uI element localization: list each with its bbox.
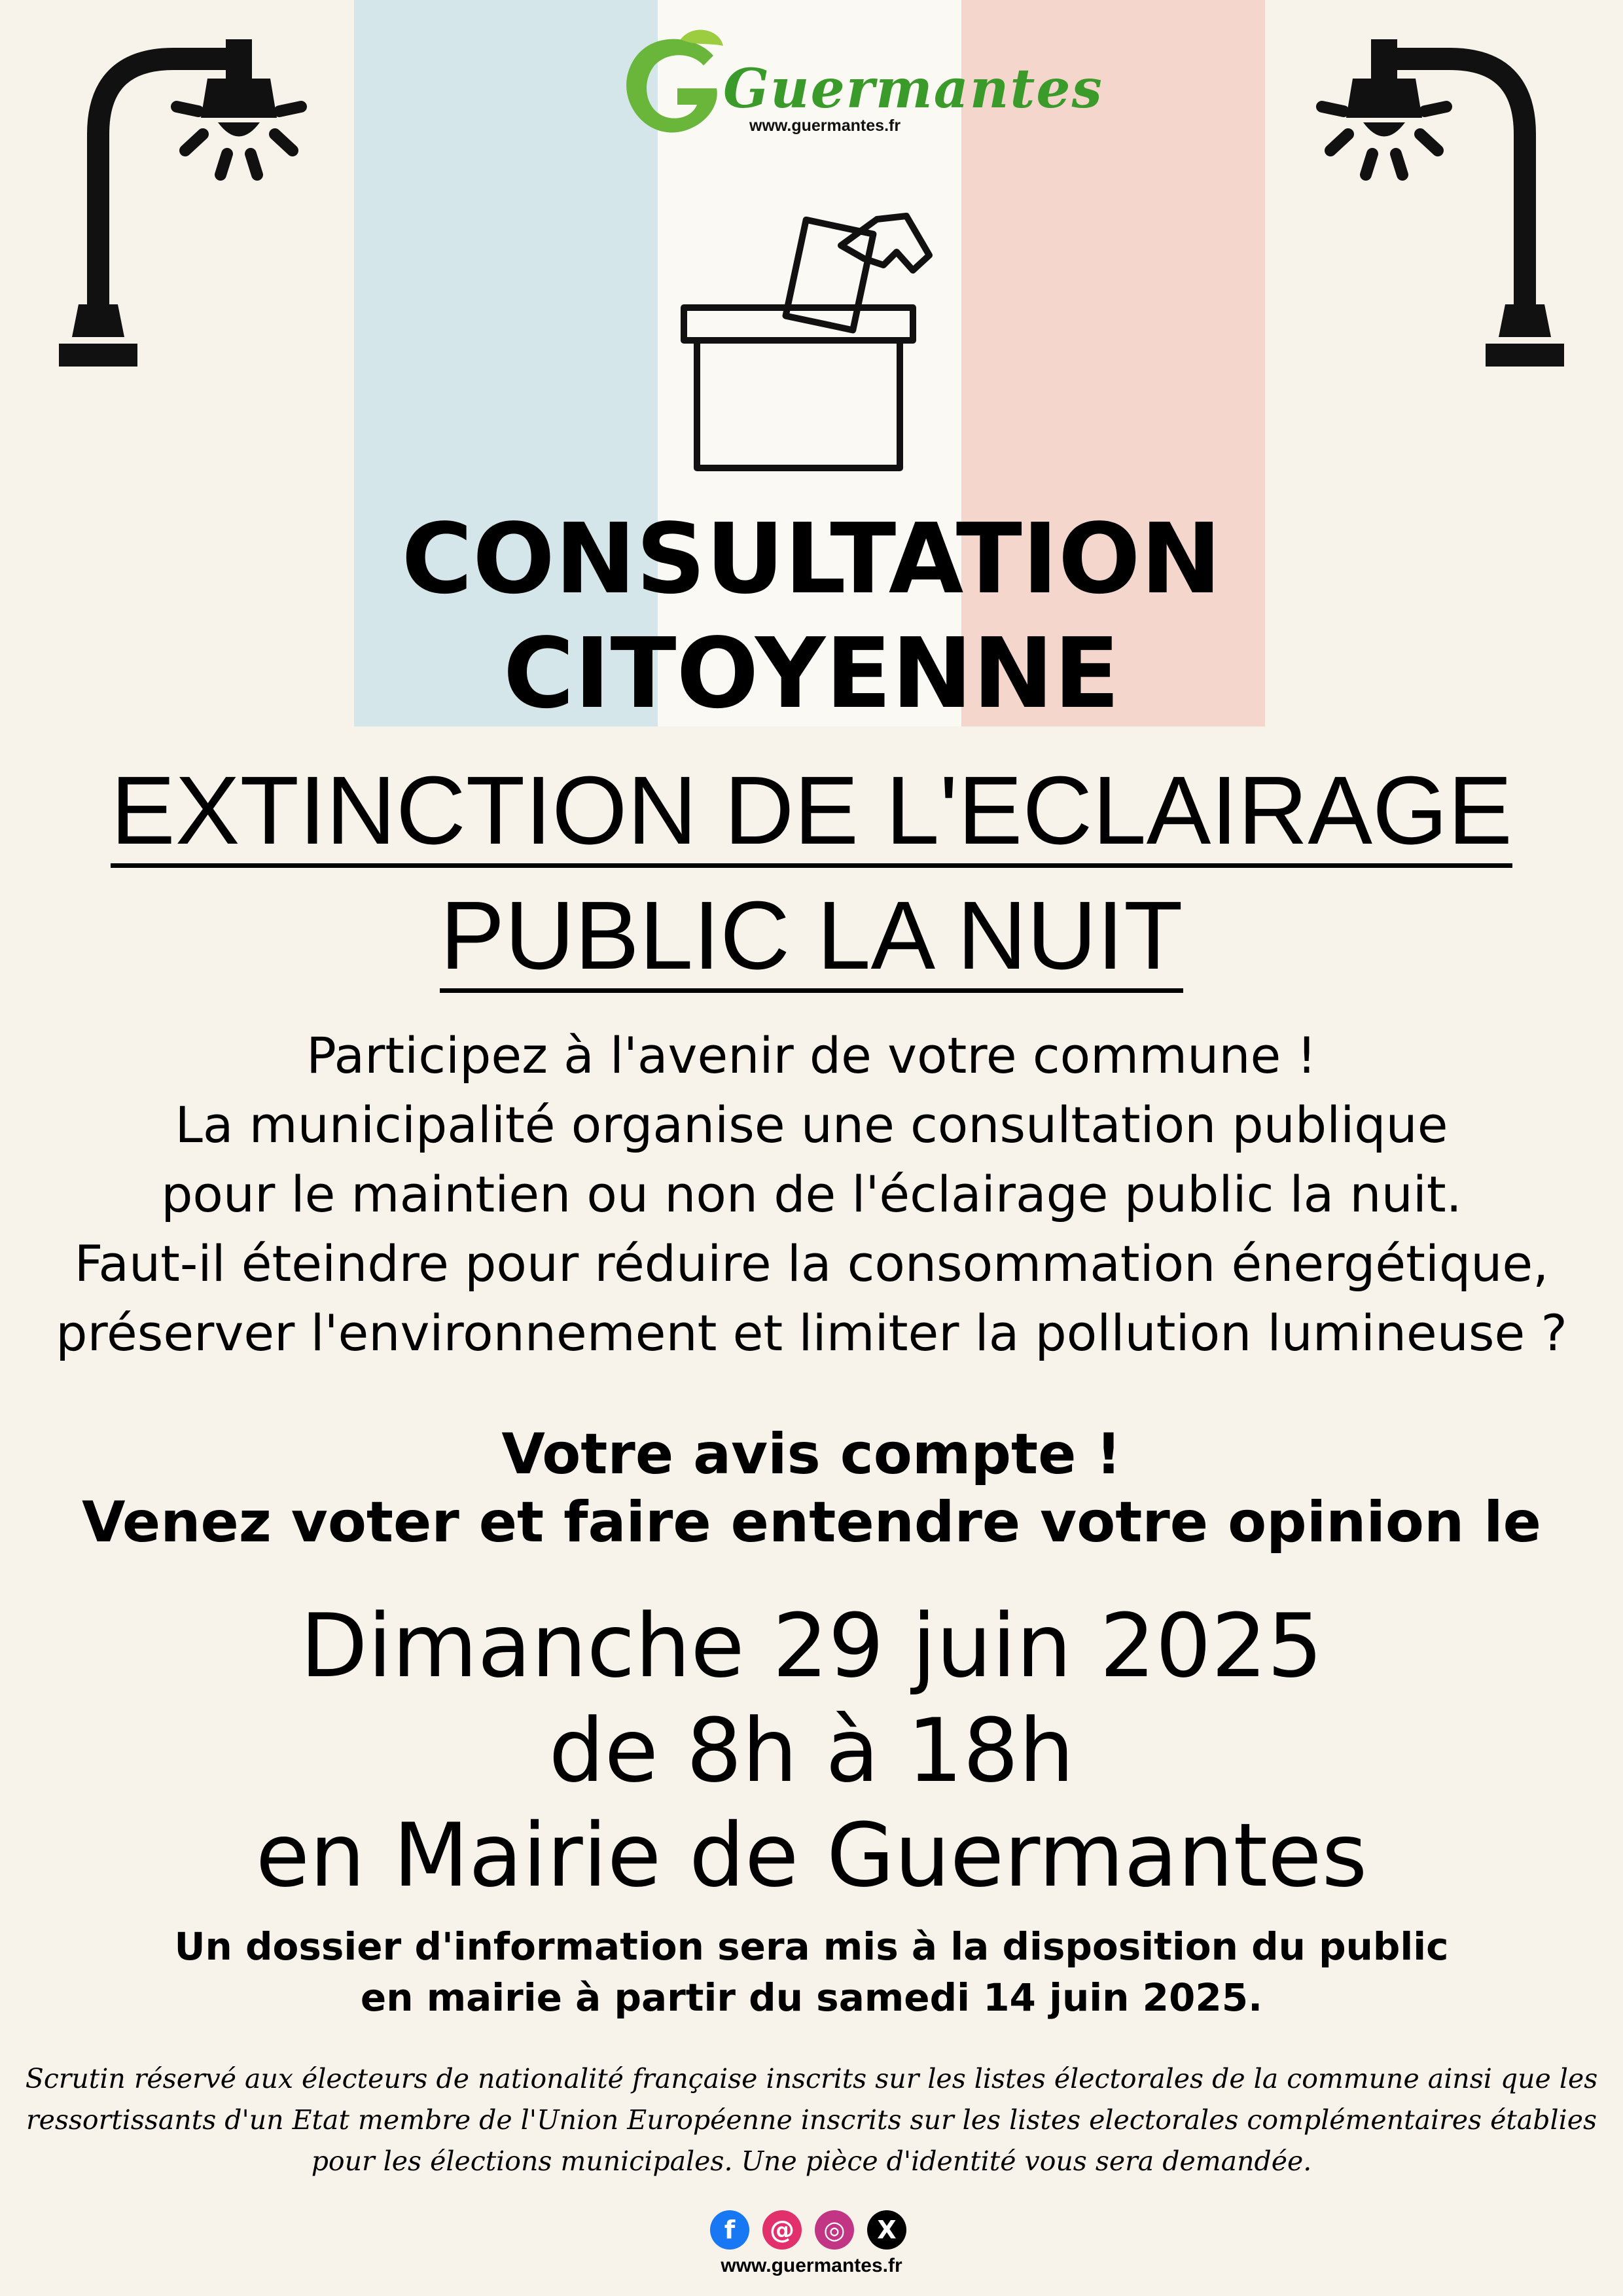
ballot-box-icon <box>681 193 942 481</box>
event-hours: de 8h à 18h <box>548 1700 1075 1802</box>
subtitle <box>0 757 1623 1013</box>
event-place: en Mairie de Guermantes <box>255 1804 1368 1907</box>
intro-line: Participez à l'avenir de votre commune ! <box>306 1026 1317 1085</box>
legal-notice <box>0 2058 1623 2182</box>
intro-line: La municipalité organise une consultation publique <box>175 1096 1448 1154</box>
street-lamp-icon <box>1286 29 1567 383</box>
threads-icon[interactable]: @ <box>762 2210 802 2250</box>
subtitle-line-2: PUBLIC LA NUIT <box>440 888 1183 993</box>
event-details <box>0 1594 1623 1908</box>
legal-line: ressortissants d'un Etat membre de l'Union Européenne inscrits sur les listes electorales complémentaires établies <box>26 2104 1597 2136</box>
guermantes-logo[interactable] <box>615 26 1103 164</box>
event-date: Dimanche 29 juin 2025 <box>300 1595 1323 1697</box>
footer-url[interactable]: www.guermantes.fr <box>721 2255 902 2276</box>
info-line-2: en mairie à partir du samedi 14 juin 2025. <box>360 1975 1263 2020</box>
social-links <box>710 2210 913 2250</box>
instagram-icon[interactable]: ◎ <box>815 2210 854 2250</box>
legal-line: pour les élections municipales. Une pièce d'identité vous sera demandée. <box>311 2145 1312 2177</box>
main-title-line-2: CITOYENNE <box>503 617 1120 730</box>
logo-leaf-icon <box>615 26 726 151</box>
info-line-1: Un dossier d'information sera mis à la disposition du public <box>174 1924 1449 1969</box>
main-title-line-1: CONSULTATION <box>401 503 1222 615</box>
call-line-1: Votre avis compte ! <box>501 1422 1122 1487</box>
subtitle-line-1: EXTINCTION DE L'ECLAIRAGE <box>111 762 1512 868</box>
intro-line: préserver l'environnement et limiter la pollution lumineuse ? <box>56 1304 1567 1362</box>
intro-line: Faut-il éteindre pour réduire la consommation énergétique, <box>74 1234 1549 1293</box>
facebook-icon[interactable]: f <box>710 2210 749 2250</box>
street-lamp-icon <box>56 29 337 383</box>
call-to-action <box>0 1420 1623 1556</box>
info-notice <box>0 1921 1623 2023</box>
x-icon[interactable]: X <box>867 2210 906 2250</box>
call-line-2: Venez voter et faire entendre votre opinion le <box>82 1490 1541 1555</box>
intro-paragraph <box>0 1021 1623 1368</box>
logo-wordmark: Guermantes <box>723 58 1103 120</box>
intro-line: pour le maintien ou non de l'éclairage public la nuit. <box>161 1165 1462 1223</box>
logo-url: www.guermantes.fr <box>749 117 901 135</box>
legal-line: Scrutin réservé aux électeurs de nationalité française inscrits sur les listes électorales de la commune ainsi que les <box>25 2063 1598 2094</box>
